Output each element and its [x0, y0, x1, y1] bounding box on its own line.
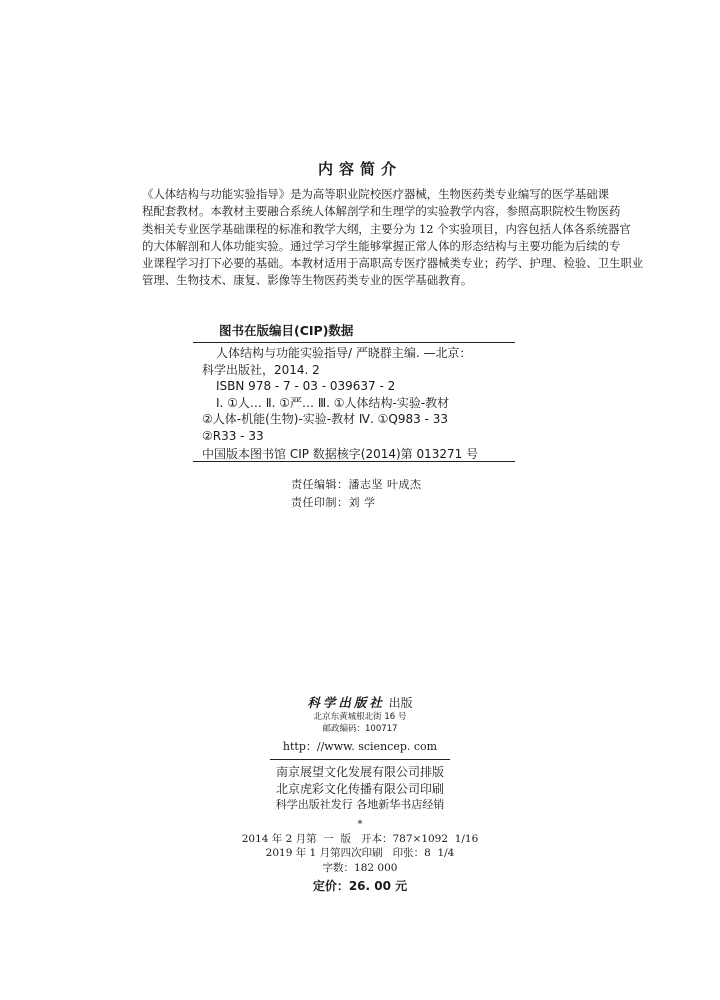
summary-line: 的大体解剖和人体功能实验。通过学习学生能够掌握正常人体的形态结构与主要功能为后续的专: [142, 238, 621, 253]
typesetter: 南京展望文化发展有限公司排版: [275, 765, 444, 779]
distribution: 科学出版社发行 各地新华书店经销: [275, 798, 445, 811]
publisher-url: http：//www. sciencep. com: [282, 740, 438, 753]
cip-line-publisher: 科学出版社，2014. 2: [202, 362, 320, 377]
responsible-editors: 责任编辑：潘志坚 叶成杰: [291, 478, 422, 491]
publisher-postcode: 邮政编码：100717: [322, 724, 398, 734]
word-count: 字数：182 000: [322, 861, 398, 874]
summary-line: 业课程学习打下必要的基础。本教材适用于高职高专医疗器械类专业；药学、护理、检验、卫生职业: [142, 256, 644, 271]
price: 定价：26. 00 元: [312, 879, 408, 893]
cip-record-number: 中国版本图书馆 CIP 数据核字(2014)第 013271 号: [202, 447, 479, 461]
publisher-publishes: 出版: [388, 696, 413, 710]
publisher-name: 科学出版社: [307, 695, 385, 710]
summary-body: [142, 186, 644, 290]
cip-bottom-rule: [193, 461, 515, 462]
publisher-block: [0, 695, 720, 895]
cip-line-classification: ②R33 - 33: [202, 428, 264, 443]
edition-line: 2014 年 2 月第 一 版 开本：787×1092 1/16: [241, 832, 479, 845]
printing-line: 2019 年 1 月第四次印刷 印张：8 1/4: [265, 847, 455, 859]
printer: 北京虎彩文化传播有限公司印刷: [275, 781, 444, 796]
cip-line-isbn: ISBN 978 - 7 - 03 - 039637 - 2: [216, 379, 396, 393]
summary-title: 内容简介: [317, 160, 402, 178]
cip-record: [202, 345, 514, 463]
publisher-name-row: [0, 695, 720, 711]
cip-line-subject-cont: ②人体-机能(生物)-实验-教材 Ⅳ. ①Q983 - 33: [202, 412, 448, 426]
publisher-rule: [270, 759, 450, 760]
cip-line-title: 人体结构与功能实验指导/ 严晓群主编. —北京：: [216, 346, 472, 360]
summary-line: 管理、生物技术、康复、影像等生物医药类专业的医学基础教育。: [142, 273, 473, 288]
summary-line: 类相关专业医学基础课程的标准和教学大纲，主要分为 12 个实验项目，内容包括人体各系统器官: [142, 221, 631, 236]
editors-block: [291, 476, 422, 512]
summary-line: 《人体结构与功能实验指导》是为高等职业院校医疗器械，生物医药类专业编写的医学基础课: [142, 187, 610, 201]
cip-line-subject: Ⅰ. ①人… Ⅱ. ①严… Ⅲ. ①人体结构-实验-教材: [216, 395, 450, 410]
cip-heading: 图书在版编目(CIP)数据: [219, 323, 354, 338]
publisher-address: 北京东黄城根北街 16 号: [313, 712, 407, 722]
separator-star: *: [357, 818, 363, 830]
summary-line: 程配套教材。本教材主要融合系统人体解剖学和生理学的实验教学内容，参照高职院校生物医药: [142, 204, 621, 219]
cip-top-rule: [193, 342, 515, 343]
responsible-printing: 责任印制：刘 学: [291, 496, 376, 509]
